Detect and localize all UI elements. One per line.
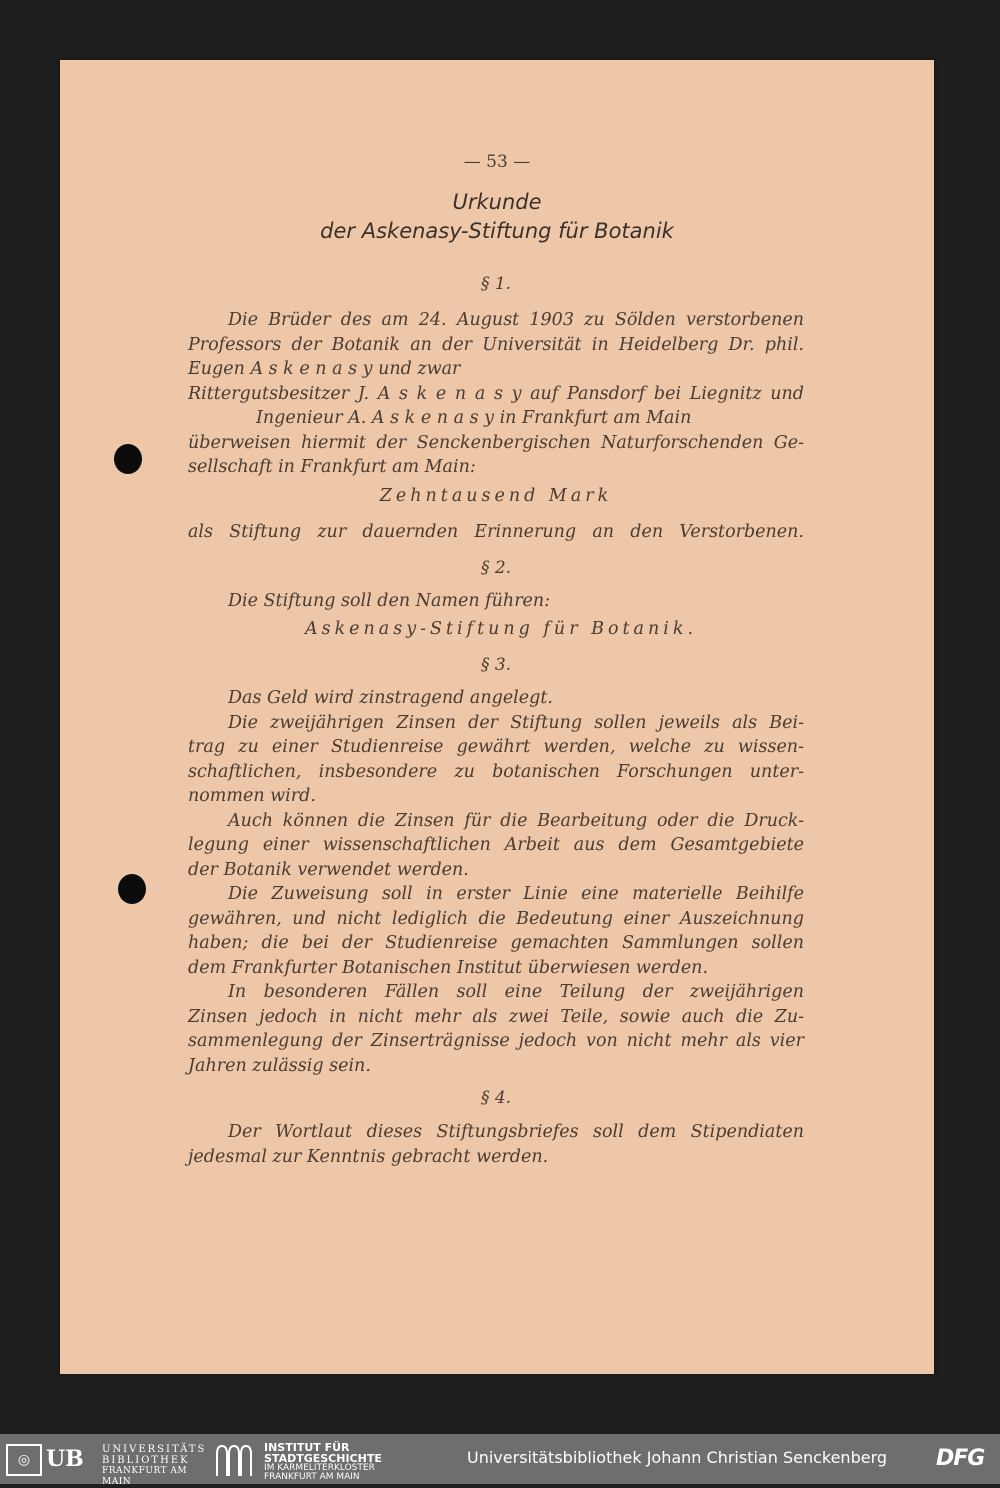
paragraph-1 bbox=[188, 308, 804, 480]
ub-logo-text bbox=[102, 1444, 206, 1488]
p1-line: Ingenieur A. A s k e n a s y in Frankfurt am Main bbox=[256, 408, 692, 428]
library-name[interactable]: Universitätsbibliothek Johann Christian Senckenberg bbox=[467, 1448, 888, 1467]
p3-line: Das Geld wird zinstragend angelegt. bbox=[228, 688, 553, 708]
section-2 bbox=[188, 556, 804, 581]
section-3 bbox=[188, 653, 804, 678]
p3-line: schaftlichen, insbesondere zu botanischen Forschungen unter- bbox=[188, 761, 804, 782]
ub-emblem-icon: ◎ bbox=[6, 1444, 42, 1476]
ifs-line-2: STADTGESCHICHTE bbox=[264, 1452, 382, 1465]
p1-line: Die Brüder des am 24. August 1903 zu Sölden verstorbenen bbox=[228, 310, 804, 330]
p3-line: Die Zuweisung soll in erster Linie eine materielle Beihilfe bbox=[228, 884, 804, 904]
section-sign-1: § 1. bbox=[480, 274, 512, 294]
document-page bbox=[60, 60, 934, 1374]
section-4 bbox=[188, 1086, 804, 1111]
dfg-logo[interactable]: DFG bbox=[936, 1446, 985, 1471]
p3-line: Die zweijährigen Zinsen der Stiftung sollen jeweils als Bei- bbox=[228, 712, 804, 733]
p3-line: haben; die bei der Studienreise gemachten Sammlungen sollen bbox=[188, 933, 804, 953]
p3-line: nommen wird. bbox=[188, 786, 316, 806]
p3-line: der Botanik verwendet werden. bbox=[188, 859, 469, 880]
section-1 bbox=[188, 272, 804, 297]
p3-line: In besonderen Fällen soll eine Teilung der zweijährigen bbox=[228, 982, 804, 1002]
p3-line: Zinsen jedoch in nicht mehr als zwei Teile, sowie auch die Zu- bbox=[188, 1006, 804, 1027]
p3-line: legung einer wissenschaftlichen Arbeit aus dem Gesamtgebiete bbox=[188, 835, 804, 855]
punch-hole-bottom bbox=[118, 874, 146, 904]
p1-line: Eugen A s k e n a s y und zwar bbox=[188, 359, 461, 379]
paragraph-4 bbox=[188, 1120, 804, 1169]
ub-line-1: UNIVERSITÄTS bbox=[102, 1444, 207, 1455]
amount: Zehntausend Mark bbox=[379, 486, 613, 506]
title-line-1: Urkunde bbox=[452, 190, 542, 214]
foundation-name: Askenasy-Stiftung für Botanik. bbox=[304, 619, 698, 639]
section-sign-4: § 4. bbox=[480, 1088, 512, 1108]
p3-line: Auch können die Zinsen für die Bearbeitung oder die Druck- bbox=[228, 810, 804, 831]
p3-line: dem Frankfurter Botanischen Institut überwiesen werden. bbox=[188, 957, 709, 978]
arches-icon bbox=[214, 1442, 254, 1478]
p4-line: jedesmal zur Kenntnis gebracht werden. bbox=[188, 1146, 549, 1167]
p1-end: als Stiftung zur dauernden Erinnerung an den Verstorbenen. bbox=[188, 522, 804, 542]
footer-bar bbox=[0, 1434, 1000, 1487]
ub-line-2: BIBLIOTHEK bbox=[102, 1455, 190, 1466]
p1-line: Rittergutsbesitzer J. A s k e n a s y auf Pansdorf bei Liegnitz und bbox=[188, 383, 804, 404]
p1-line: Professors der Botanik an der Universität in Heidelberg Dr. phil. bbox=[188, 334, 804, 355]
page-number: — 53 — bbox=[463, 152, 531, 172]
p3-line: gewähren, und nicht lediglich die Bedeutung einer Auszeichnung bbox=[188, 908, 804, 929]
ub-line-3: FRANKFURT AM MAIN bbox=[102, 1466, 188, 1487]
p2-line: Die Stiftung soll den Namen führen: bbox=[228, 591, 551, 611]
p3-line: sammenlegung der Zinserträgnisse jedoch von nicht mehr als vier bbox=[188, 1031, 804, 1051]
section-sign-2: § 2. bbox=[480, 558, 512, 578]
ub-mark-text: UB bbox=[46, 1446, 84, 1472]
p3-line: Jahren zulässig sein. bbox=[188, 1055, 371, 1076]
paragraph-2 bbox=[188, 589, 804, 614]
ub-logo[interactable] bbox=[6, 1442, 207, 1487]
ifs-line-3: IM KARMELITERKLOSTER bbox=[264, 1463, 375, 1473]
paragraph-3 bbox=[188, 686, 804, 1078]
ifs-line-4: FRANKFURT AM MAIN bbox=[264, 1472, 360, 1482]
document-title bbox=[60, 188, 934, 246]
punch-hole-top bbox=[114, 444, 142, 474]
ifs-line-1: INSTITUT FÜR bbox=[264, 1441, 350, 1454]
p3-line: trag zu einer Studienreise gewährt werden, welche zu wissen- bbox=[188, 737, 804, 757]
ifs-logo-text bbox=[264, 1442, 382, 1482]
foundation-name-line bbox=[188, 617, 804, 642]
amount-line bbox=[188, 484, 804, 509]
p1-line: sellschaft in Frankfurt am Main: bbox=[188, 457, 476, 477]
p4-line: Der Wortlaut dieses Stiftungsbriefes soll dem Stipendiaten bbox=[228, 1122, 804, 1142]
p1-line: überweisen hiermit der Senckenbergischen Naturforschenden Ge- bbox=[188, 432, 804, 453]
ifs-logo[interactable] bbox=[214, 1441, 414, 1482]
title-line-2: der Askenasy-Stiftung für Botanik bbox=[320, 219, 674, 243]
p1-end-line bbox=[188, 520, 804, 545]
section-sign-3: § 3. bbox=[480, 655, 512, 675]
